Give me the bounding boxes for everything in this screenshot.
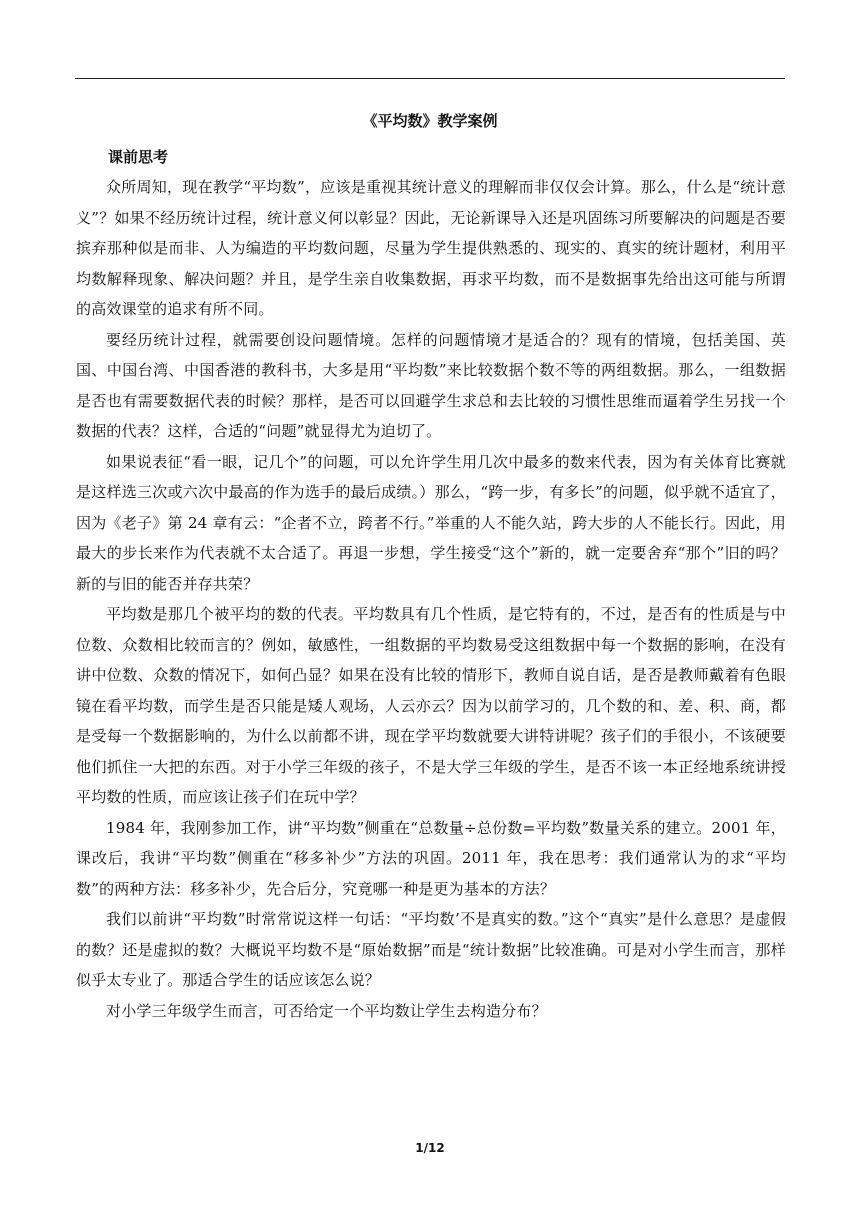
- paragraph: 我们以前讲“平均数”时常常说这样一句话：“平均数’不是真实的数。”这个“真实”是什么意思？是虚假的数？还是虚拟的数？大概说平均数不是“原始数据”而是“统计数据”比较准确。可是对小学生而言，那样似乎太专业了。那适合学生的话应该怎么说？: [76, 910, 786, 989]
- paragraph: 平均数是那几个被平均的数的代表。平均数具有几个性质，是它特有的，不过，是否有的性质是与中位数、众数相比较而言的？例如，敏感性，一组数据的平均数易受这组数据中每一个数据的影响，在没有讲中位数、众数的情况下，如何凸显？如果在没有比较的情形下，教师自说自话，是否是教师戴着有色眼镜在看平均数，而学生是否只能是矮人观场，人云亦云？因为以前学习的，几个数的和、差、积、商，都是受每一个数据影响的，为什么以前都不讲，现在学平均数就要大讲特讲呢？孩子们的手很小，不该硬要他们抓住一大把的东西。对于小学三年级的孩子，不是大学三年级的学生，是否不该一本正经地系统讲授平均数的性质，而应该让孩子们在玩中学？: [76, 605, 786, 806]
- paragraph: 对小学三年级学生而言，可否给定一个平均数让学生去构造分布？: [106, 1001, 547, 1020]
- paragraph: 如果说表征“看一眼，记几个”的问题，可以允许学生用几次中最多的数来代表，因为有关体育比赛就是这样选三次或六次中最高的作为选手的最后成绩。）那么，“跨一步，有多长”的问题，似乎就不适宜了，因为《老子》第 24 章有云：“企者不立，跨者不行。”举重的人不能久站，跨大步的人不能长行。因此，用最大的步长来作为代表就不太合适了。再退一步想，学生接受“这个”新的，就一定要舍弃“那个”旧的吗？新的与旧的能否并存共荣？: [76, 452, 786, 593]
- paragraph: 1984 年，我刚参加工作，讲“平均数”侧重在“总数量÷总份数=平均数”数量关系的建立。2001 年，课改后，我讲“平均数”侧重在“移多补少”方法的巩固。2011 年，我在思考：我们通常认为的求“平均数”的两种方法：移多补少，先合后分，究竟哪一种是更为基本的方法？: [76, 818, 786, 898]
- page-number: 1/12: [415, 1141, 445, 1155]
- document-title: 《平均数》教学案例: [362, 112, 498, 130]
- header-rule: [75, 78, 785, 79]
- section-heading: 课前思考: [108, 148, 169, 166]
- document-body: [76, 172, 786, 1026]
- paragraph: 众所周知，现在教学“平均数”，应该是重视其统计意义的理解而非仅仅会计算。那么，什么是“统计意义”？如果不经历统计过程，统计意义何以彰显？因此，无论新课导入还是巩固练习所要解决的问题是否要摈弃那种似是而非、人为编造的平均数问题，尽量为学生提供熟悉的、现实的、真实的统计题材，利用平均数解释现象、解决问题？并且，是学生亲自收集数据，再求平均数，而不是数据事先给出这可能与所谓的高效课堂的追求有所不同。: [76, 178, 786, 318]
- paragraph: 要经历统计过程，就需要创设问题情境。怎样的问题情境才是适合的？现有的情境，包括美国、英国、中国台湾、中国香港的教科书，大多是用“平均数”来比较数据个数不等的两组数据。那么，一组数据是否也有需要数据代表的时候？那样，是否可以回避学生求总和去比较的习惯性思维而逼着学生另找一个数据的代表？这样，合适的“问题”就显得尤为迫切了。: [76, 330, 786, 440]
